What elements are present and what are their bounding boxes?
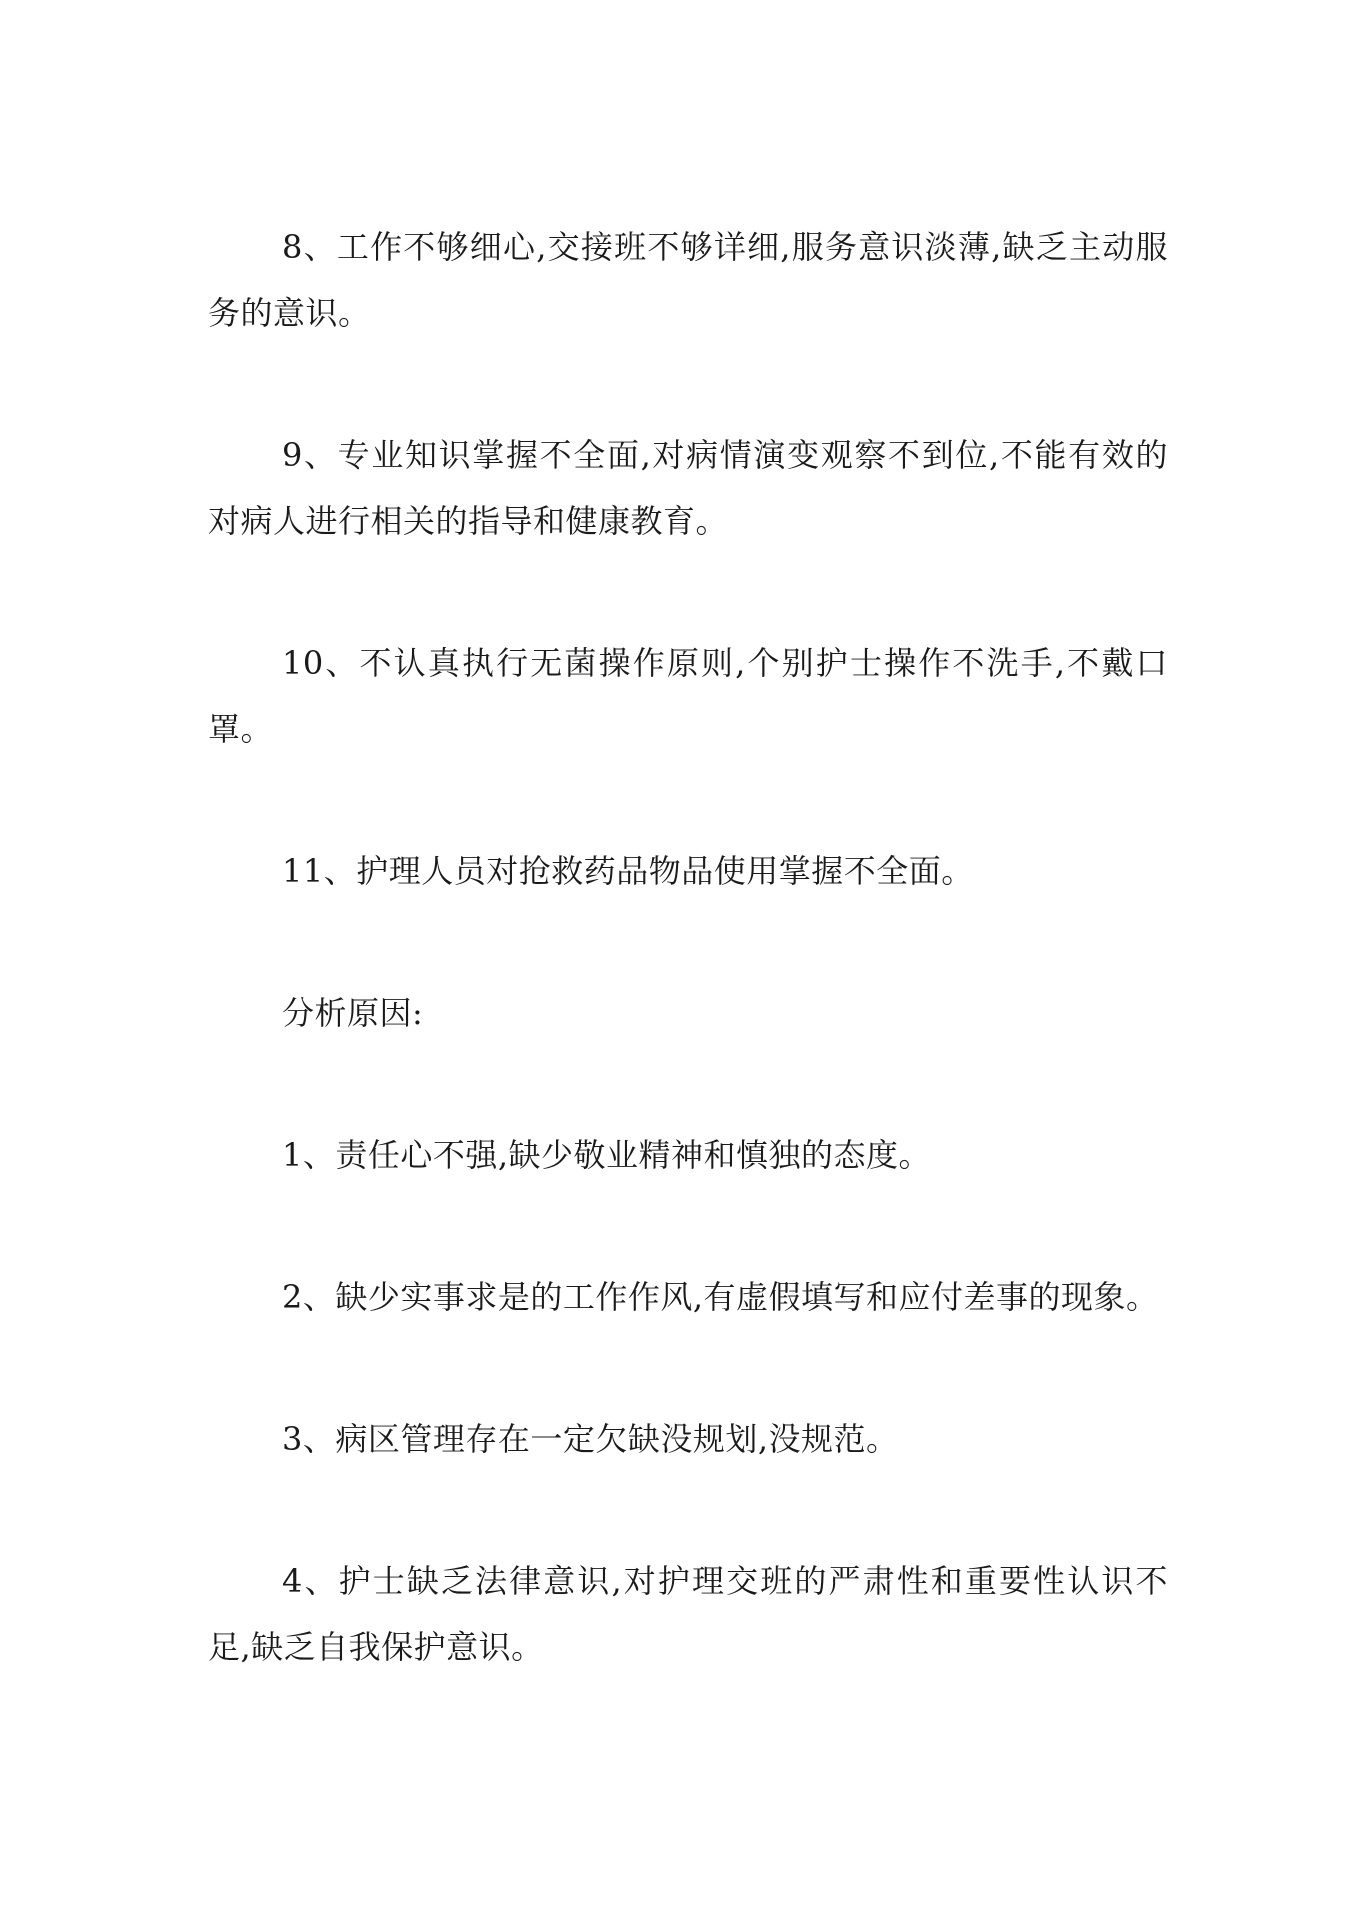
reason-item-1: 1、责任心不强,缺少敬业精神和慎独的态度。	[282, 1136, 932, 1174]
paragraph-item-10: 10、不认真执行无菌操作原则,个别护士操作不洗手,不戴口罩。	[208, 644, 1168, 748]
reason-item-2: 2、缺少实事求是的工作作风,有虚假填写和应付差事的现象。	[282, 1278, 1159, 1316]
paragraph-item-11: 11、护理人员对抢救药品物品使用掌握不全面。	[282, 852, 974, 890]
paragraph-item-9: 9、专业知识掌握不全面,对病情演变观察不到位,不能有效的对病人进行相关的指导和健康教育。	[208, 436, 1168, 540]
reason-item-4: 4、护士缺乏法律意识,对护理交班的严肃性和重要性认识不足,缺乏自我保护意识。	[208, 1562, 1168, 1666]
paragraph-item-8: 8、工作不够细心,交接班不够详细,服务意识淡薄,缺乏主动服务的意识。	[208, 228, 1168, 332]
section-heading-analysis: 分析原因:	[282, 994, 424, 1032]
document-body	[208, 214, 1168, 1756]
reason-item-3: 3、病区管理存在一定欠缺没规划,没规范。	[282, 1420, 899, 1458]
